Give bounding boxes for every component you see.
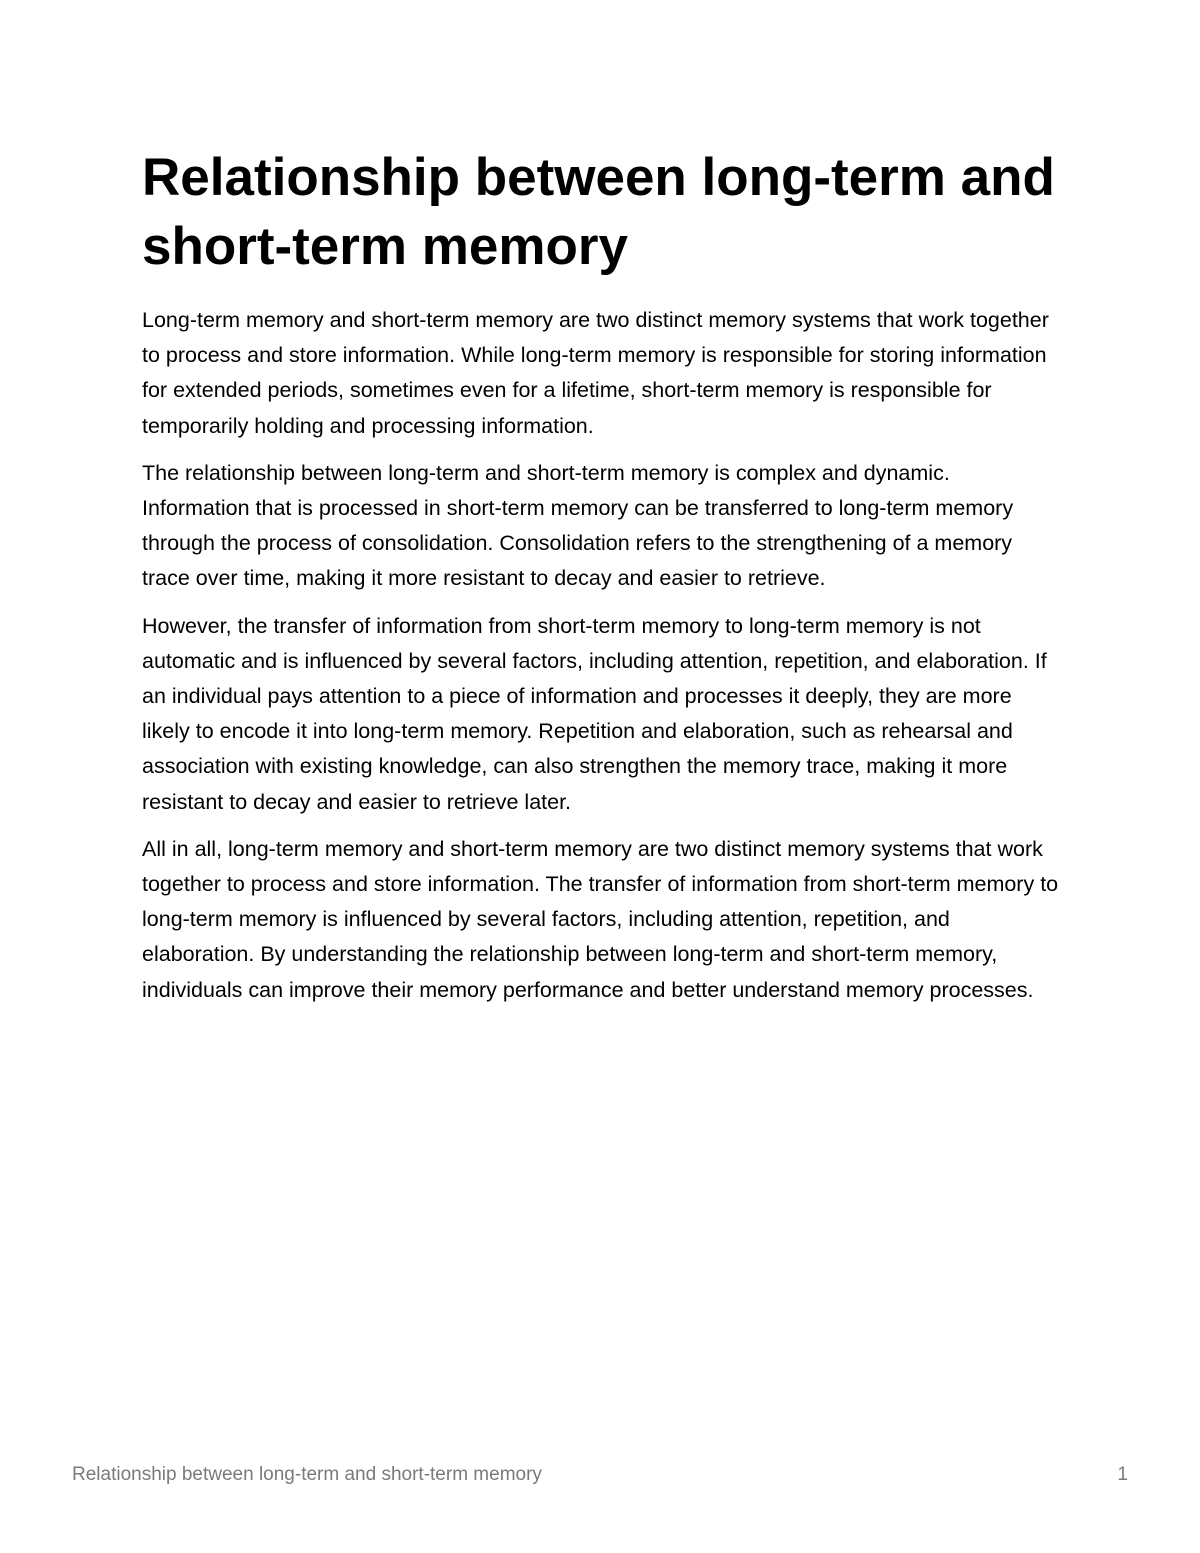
document-title: Relationship between long-term and short-term memory — [142, 148, 1055, 276]
page-number: 1 — [1117, 1464, 1128, 1485]
footer-title: Relationship between long-term and short-term memory — [72, 1464, 542, 1485]
document-body — [142, 143, 1062, 1020]
paragraph: The relationship between long-term and short-term memory is complex and dynamic. Information that is processed in short-term memory can be transferred to long-term memory through the process of consolidation. Consolidation refers to the strengthening of a memory trace over time, making it more resistant to decay and easier to retrieve. — [142, 460, 1014, 591]
paragraph: However, the transfer of information from short-term memory to long-term memory is not automatic and is influenced by several factors, including attention, repetition, and elaboration. If an individual pays attention to a piece of information and processes it deeply, they are more likely to encode it into long-term memory. Repetition and elaboration, such as rehearsal and association with existing knowledge, can also strengthen the memory trace, making it more resistant to decay and easier to retrieve later. — [142, 613, 1047, 814]
paragraph: Long-term memory and short-term memory are two distinct memory systems that work together to process and store information. While long-term memory is responsible for storing information for extended periods, sometimes even for a lifetime, short-term memory is responsible for temporarily holding and processing information. — [142, 308, 1049, 438]
page-footer — [72, 1464, 1128, 1494]
paragraph: All in all, long-term memory and short-term memory are two distinct memory systems that work together to process and store information. The transfer of information from short-term memory to long-term memory is influenced by several factors, including attention, repetition, and elaboration. By understanding the relationship between long-term and short-term memory, individuals can improve their memory performance and better understand memory processes. — [142, 836, 1059, 1002]
